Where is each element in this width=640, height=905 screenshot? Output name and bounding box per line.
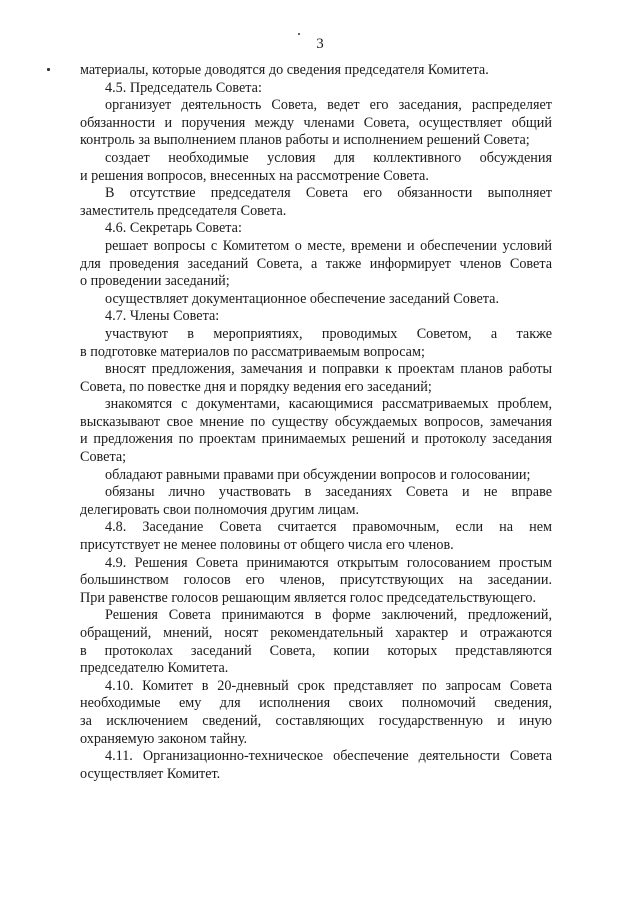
text-line: 4.5. Председатель Совета: xyxy=(105,79,262,96)
text-line: организует деятельность Совета, ведет его заседания, распределяет xyxy=(105,97,552,114)
scan-speck-left xyxy=(47,68,50,71)
text-line: и предложения по проектам принимаемых решений и протоколу заседания xyxy=(80,431,552,448)
text-line: осуществляет документационное обеспечение заседаний Совета. xyxy=(105,290,499,307)
text-line: 4.6. Секретарь Совета: xyxy=(105,220,242,237)
text-line: В отсутствие председателя Совета его обязанности выполняет xyxy=(105,185,552,202)
text-line: обязанности и поручения между членами Совета, осуществляет общий xyxy=(80,114,552,131)
text-line: необходимые ему для исполнения своих полномочий сведения, xyxy=(80,695,552,712)
text-line: Совета; xyxy=(80,449,127,466)
paragraph xyxy=(80,607,552,677)
text-line: создает необходимые условия для коллективного обсуждения xyxy=(105,149,552,166)
paragraph xyxy=(80,678,552,748)
paragraph xyxy=(80,748,552,783)
text-line: высказывают свое мнение по существу обсуждаемых вопросов, замечания xyxy=(80,413,552,430)
paragraph xyxy=(80,62,552,80)
paragraph xyxy=(80,484,552,519)
document-body xyxy=(80,62,552,783)
paragraph xyxy=(80,185,552,220)
paragraph xyxy=(80,467,552,485)
paragraph xyxy=(80,396,552,466)
paragraph xyxy=(80,150,552,185)
text-line: решает вопросы с Комитетом о месте, времени и обеспечении условий xyxy=(105,237,552,254)
paragraph xyxy=(80,361,552,396)
text-line: обязаны лично участвовать в заседаниях Совета и не вправе xyxy=(105,484,552,501)
text-line: вносят предложения, замечания и поправки к проектам планов работы xyxy=(105,361,552,378)
paragraph xyxy=(80,220,552,238)
text-line: контроль за выполнением планов работы и исполнением решений Совета; xyxy=(80,132,530,149)
text-line: материалы, которые доводятся до сведения председателя Комитета. xyxy=(80,62,489,78)
text-line: за исключением сведений, составляющих государственную и иную xyxy=(80,712,552,729)
text-line: о проведении заседаний; xyxy=(80,273,230,290)
paragraph xyxy=(80,80,552,98)
text-line: председателю Комитета. xyxy=(80,660,229,677)
paragraph xyxy=(80,291,552,309)
text-line: присутствует не менее половины от общего числа его членов. xyxy=(80,537,454,554)
text-line: делегировать свои полномочия другим лицам. xyxy=(80,501,360,518)
scan-speck-top xyxy=(298,33,300,35)
text-line: Решения Совета принимаются в форме заключений, предложений, xyxy=(105,607,552,624)
text-line: При равенстве голосов решающим является голос председательствующего. xyxy=(80,589,537,606)
page-number: 3 xyxy=(316,36,324,52)
text-line: 4.7. Члены Совета: xyxy=(105,308,220,325)
text-line: в протоколах заседаний Совета, копии которых представляются xyxy=(80,642,552,659)
text-line: 4.11. Организационно-техническое обеспечение деятельности Совета xyxy=(105,748,552,765)
text-line: знакомятся с документами, касающимися рассматриваемых проблем, xyxy=(105,396,552,413)
text-line: охраняемую законом тайну. xyxy=(80,730,248,747)
text-line: осуществляет Комитет. xyxy=(80,765,221,782)
text-line: и решения вопросов, внесенных на рассмотрение Совета. xyxy=(80,167,429,184)
text-line: 4.10. Комитет в 20-дневный срок представляет по запросам Совета xyxy=(105,677,552,694)
text-line: Совета, по повестке дня и порядку ведения его заседаний; xyxy=(80,378,432,395)
paragraph xyxy=(80,97,552,150)
paragraph xyxy=(80,555,552,608)
text-line: большинством голосов его членов, присутствующих на заседании. xyxy=(80,572,552,589)
paragraph xyxy=(80,519,552,554)
text-line: обладают равными правами при обсуждении вопросов и голосовании; xyxy=(105,466,531,483)
paragraph xyxy=(80,326,552,361)
text-line: заместитель председателя Совета. xyxy=(80,202,287,219)
paragraph xyxy=(80,308,552,326)
text-line: участвуют в мероприятиях, проводимых Советом, а также xyxy=(105,325,552,342)
text-line: 4.8. Заседание Совета считается правомочным, если на нем xyxy=(105,519,552,536)
text-line: 4.9. Решения Совета принимаются открытым голосованием простым xyxy=(105,554,552,571)
text-line: обращений, мнений, носят рекомендательный характер и отражаются xyxy=(80,625,552,641)
text-line: в подготовке материалов по рассматриваемым вопросам; xyxy=(80,343,425,360)
paragraph xyxy=(80,238,552,291)
text-line: для проведения заседаний Совета, а также информирует членов Совета xyxy=(80,255,552,272)
